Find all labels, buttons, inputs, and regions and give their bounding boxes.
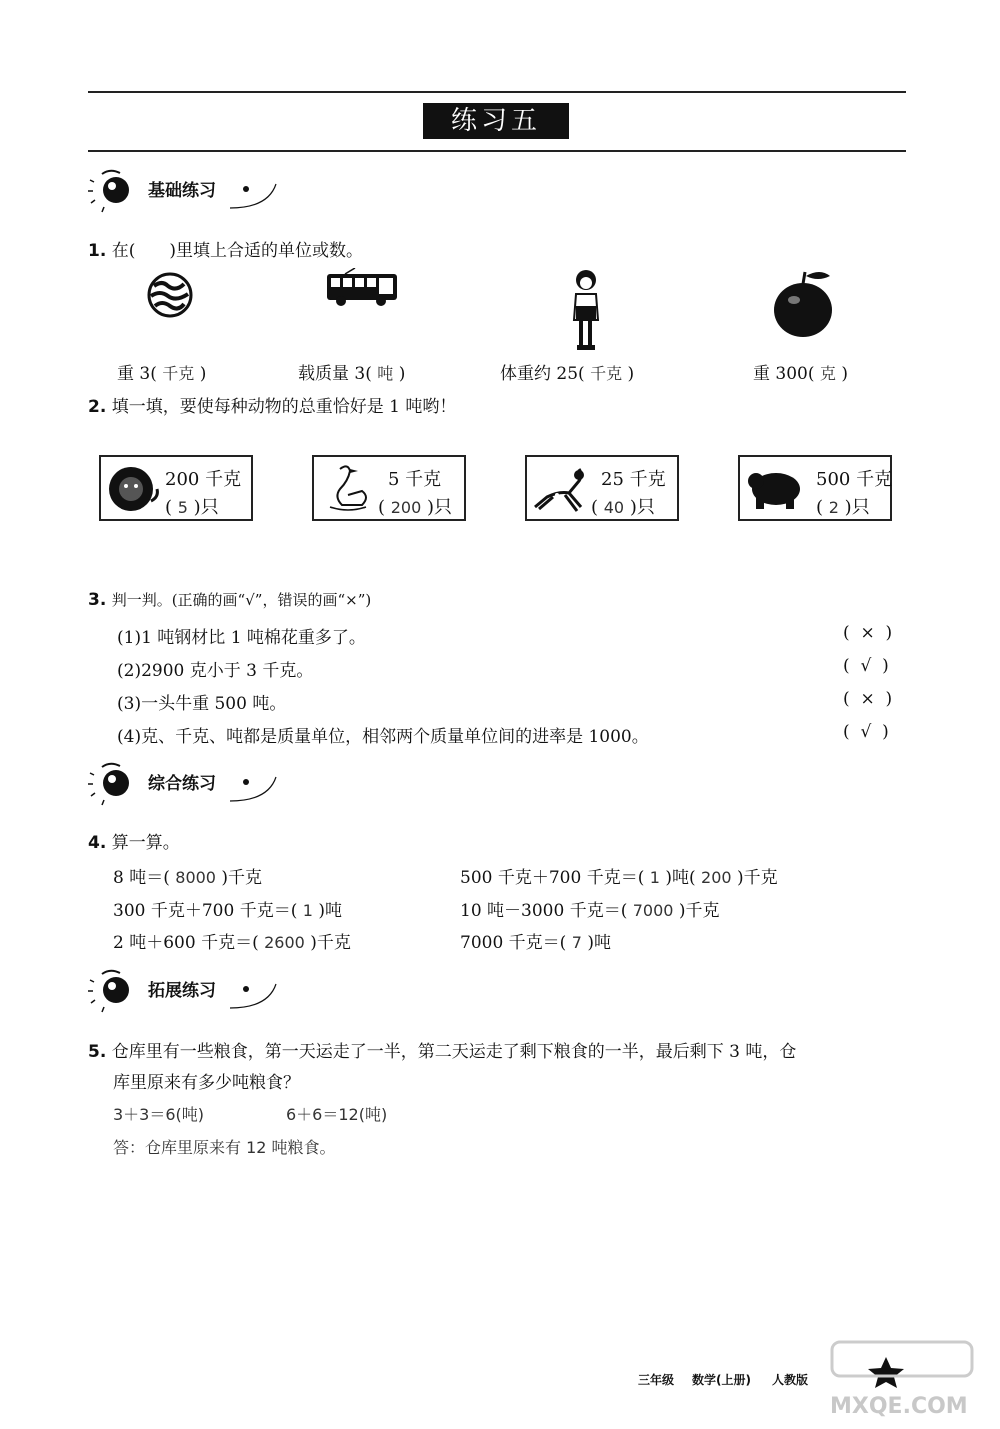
card-weight: 500 千克 <box>816 469 893 490</box>
card-count: ( 40 )只 <box>591 497 655 518</box>
alarm-clock-icon <box>88 964 148 1014</box>
bus-icon <box>325 268 399 308</box>
question-text: 算一算。 <box>111 833 180 853</box>
card-count: ( 5 )只 <box>165 497 219 518</box>
swirl-decoration <box>228 765 288 805</box>
animal-card-goose <box>312 455 466 521</box>
footer-subject: 数学(上册) <box>692 1373 751 1387</box>
calc-step-1: 3＋3＝6(吨) <box>113 1105 205 1124</box>
bear-icon <box>746 469 804 513</box>
alarm-clock-icon <box>88 164 148 214</box>
question-number: 4. <box>88 833 107 853</box>
animal-card-deer <box>525 455 679 521</box>
section-label: 拓展练习 <box>148 981 216 1001</box>
animal-card-bear <box>738 455 892 521</box>
card-count: ( 200 )只 <box>378 497 453 518</box>
card-weight: 200 千克 <box>165 469 242 490</box>
lion-icon <box>105 461 161 517</box>
question-number: 1. <box>88 241 107 261</box>
answer-value: 克 <box>819 364 836 383</box>
question-1 <box>88 236 363 261</box>
q1-item-girl: 体重约 25( 千克 ) <box>500 364 635 384</box>
question-3 <box>88 589 371 610</box>
judge-answer-2: ( √ ) <box>843 656 889 676</box>
calc-left-2: 300 千克＋700 千克＝( 1 )吨 <box>113 901 342 921</box>
q1-item-apple: 重 300( 克 ) <box>753 364 848 384</box>
judge-item-4: (4)克、千克、吨都是质量单位，相邻两个质量单位间的进率是 1000。 <box>117 727 649 747</box>
page-title: 练习五 <box>423 103 569 139</box>
swirl-decoration <box>228 172 288 212</box>
answer-value: 千克 <box>162 364 195 383</box>
question-number: 2. <box>88 397 107 417</box>
question-number: 3. <box>88 590 107 610</box>
question-5 <box>88 1037 796 1062</box>
top-rule <box>88 91 906 93</box>
card-weight: 5 千克 <box>388 469 442 490</box>
swirl-decoration <box>228 972 288 1012</box>
watermelon-icon <box>146 272 194 318</box>
answer-value: 吨 <box>377 364 394 383</box>
judge-answer-1: ( × ) <box>843 623 893 643</box>
answer-line: 答：仓库里原来有 12 吨粮食。 <box>113 1138 336 1157</box>
judge-answer-3: ( × ) <box>843 689 893 709</box>
title-rule <box>88 150 906 152</box>
animal-card-lion <box>99 455 253 521</box>
judge-item-2: (2)2900 克小于 3 千克。 <box>117 661 314 681</box>
question-4 <box>88 828 180 853</box>
calc-left-3: 2 吨＋600 千克＝( 2600 )千克 <box>113 933 351 953</box>
q1-item-watermelon: 重 3( 千克 ) <box>117 364 207 384</box>
question-number: 5. <box>88 1042 107 1062</box>
section-label: 基础练习 <box>148 181 216 201</box>
question-text: 判一判。(正确的画“√”，错误的画“×”) <box>111 591 372 609</box>
watermark-text: MXQE.COM <box>830 1394 968 1419</box>
girl-icon <box>568 268 604 352</box>
section-header-comprehensive <box>88 757 288 807</box>
calc-right-1: 500 千克＋700 千克＝( 1 )吨( 200 )千克 <box>460 868 778 888</box>
calc-left-1: 8 吨＝( 8000 )千克 <box>113 868 263 888</box>
section-header-extension <box>88 964 288 1014</box>
goose-icon <box>318 461 374 517</box>
alarm-clock-icon <box>88 757 148 807</box>
watermark-logo <box>824 1340 984 1400</box>
deer-icon <box>529 463 591 517</box>
footer-edition: 人教版 <box>772 1373 809 1387</box>
apple-icon <box>772 268 834 338</box>
question-text-line2: 库里原来有多少吨粮食？ <box>113 1073 300 1093</box>
question-2 <box>88 392 456 417</box>
judge-item-3: (3)一头牛重 500 吨。 <box>117 694 287 714</box>
section-label: 综合练习 <box>148 774 216 794</box>
question-text-line1: 仓库里有一些粮食，第一天运走了一半，第二天运走了剩下粮食的一半，最后剩下 3 吨，仓 <box>111 1042 797 1062</box>
calc-right-3: 7000 千克＝( 7 )吨 <box>460 933 611 953</box>
section-header-basic <box>88 164 288 214</box>
answer-value: 千克 <box>590 364 623 383</box>
calc-step-2: 6＋6＝12(吨) <box>286 1105 388 1124</box>
q1-item-bus: 载质量 3( 吨 ) <box>298 364 406 384</box>
judge-answer-4: ( √ ) <box>843 722 889 742</box>
question-text: 在( )里填上合适的单位或数。 <box>111 241 363 261</box>
card-weight: 25 千克 <box>601 469 666 490</box>
question-text: 填一填，要使每种动物的总重恰好是 1 吨哟！ <box>111 397 457 417</box>
card-count: ( 2 )只 <box>816 497 870 518</box>
footer-grade: 三年级 <box>638 1373 675 1387</box>
calc-right-2: 10 吨－3000 千克＝( 7000 )千克 <box>460 901 720 921</box>
judge-item-1: (1)1 吨钢材比 1 吨棉花重多了。 <box>117 628 366 648</box>
